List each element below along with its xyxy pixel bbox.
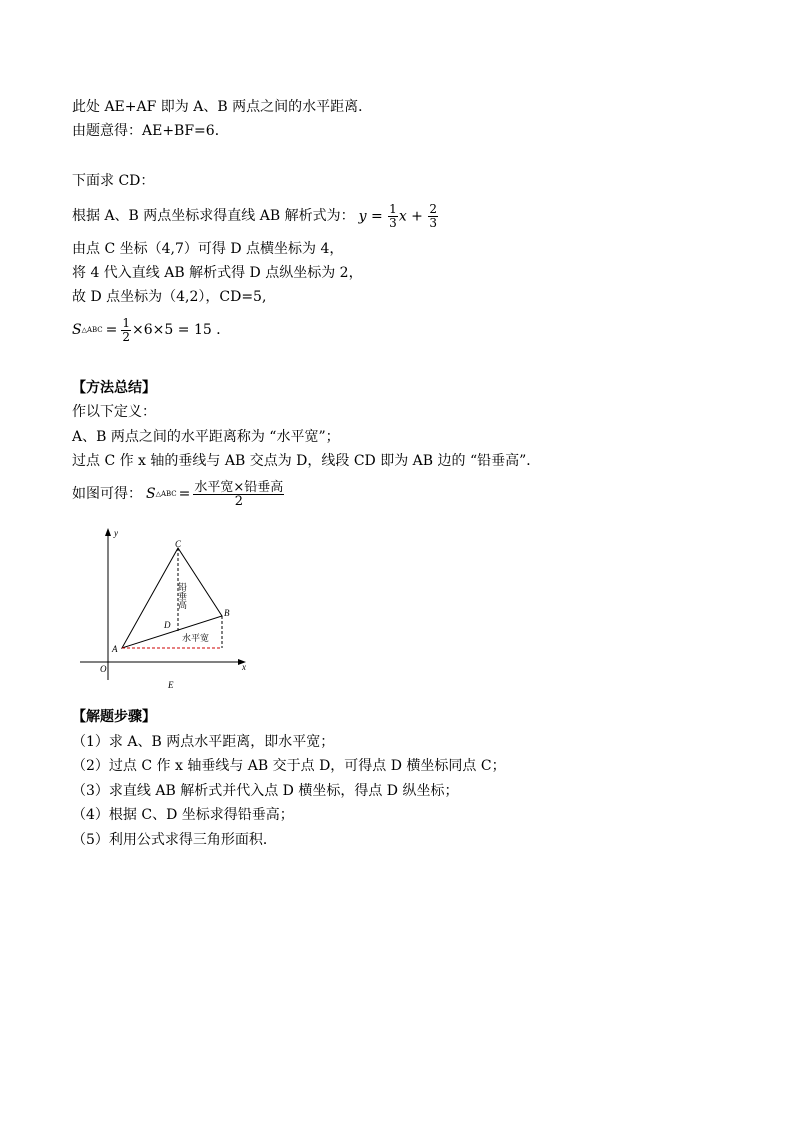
- text-line-6: 将 4 代入直线 AB 解析式得 D 点纵坐标为 2，: [72, 265, 363, 281]
- label-height: 铅垂高: [176, 582, 186, 609]
- text-line-7: 故 D 点坐标为（4,2），CD=5,: [72, 289, 267, 305]
- line-equation-prefix: 根据 A、B 两点坐标求得直线 AB 解析式为：: [72, 208, 355, 224]
- label-x: x: [242, 662, 246, 672]
- text-line-11: A、B 两点之间的水平距离称为 “水平宽”；: [72, 429, 340, 445]
- step-4: （4）根据 C、D 坐标求得铅垂高；: [72, 807, 294, 823]
- text-line-10: 作以下定义：: [72, 404, 156, 420]
- area-formula: S △ABC = $\frac{1}{2}$ ×6×5 = 15 ．: [72, 315, 231, 344]
- section-method-summary: 【方法总结】: [72, 380, 156, 396]
- triangle-abc: [122, 548, 222, 648]
- text-line-2: 由题意得：AE+BF=6．: [72, 123, 229, 139]
- triangle-figure: [72, 520, 262, 690]
- label-y: y: [114, 528, 118, 538]
- label-c: C: [175, 539, 182, 549]
- text-line-1: 此处 AE+AF 即为 A、B 两点之间的水平距离．: [72, 99, 373, 115]
- y-arrow-icon: [105, 528, 111, 536]
- text-line-5: 由点 C 坐标（4,7）可得 D 点横坐标为 4，: [72, 241, 344, 257]
- label-a: A: [112, 644, 118, 654]
- text-line-12: 过点 C 作 x 轴的垂线与 AB 交点为 D，线段 CD 即为 AB 边的 “铅垂高”．: [72, 453, 541, 469]
- label-b: B: [224, 608, 230, 618]
- text-line-3: 下面求 CD：: [72, 173, 155, 189]
- section-solution-steps: 【解题步骤】: [72, 709, 156, 725]
- step-3: （3）求直线 AB 解析式并代入点 D 横坐标，得点 D 纵坐标；: [72, 783, 459, 799]
- summary-formula-row: 如图可得： S △ABC = $\frac{\text{水平宽×铅垂高}}{2}$: [72, 479, 284, 509]
- label-origin: O: [100, 664, 107, 674]
- step-1: （1）求 A、B 两点水平距离，即水平宽；: [72, 734, 335, 750]
- label-e: E: [168, 680, 174, 690]
- line-equation: y = $\frac{1}{3}$ x + $\frac{2}{3}$: [358, 201, 437, 230]
- label-d: D: [164, 620, 171, 630]
- step-2: （2）过点 C 作 x 轴垂线与 AB 交于点 D，可得点 D 横坐标同点 C；: [72, 758, 506, 774]
- step-5: （5）利用公式求得三角形面积．: [72, 832, 277, 848]
- label-width: 水平宽: [182, 634, 210, 644]
- line-equation-row: [72, 198, 439, 234]
